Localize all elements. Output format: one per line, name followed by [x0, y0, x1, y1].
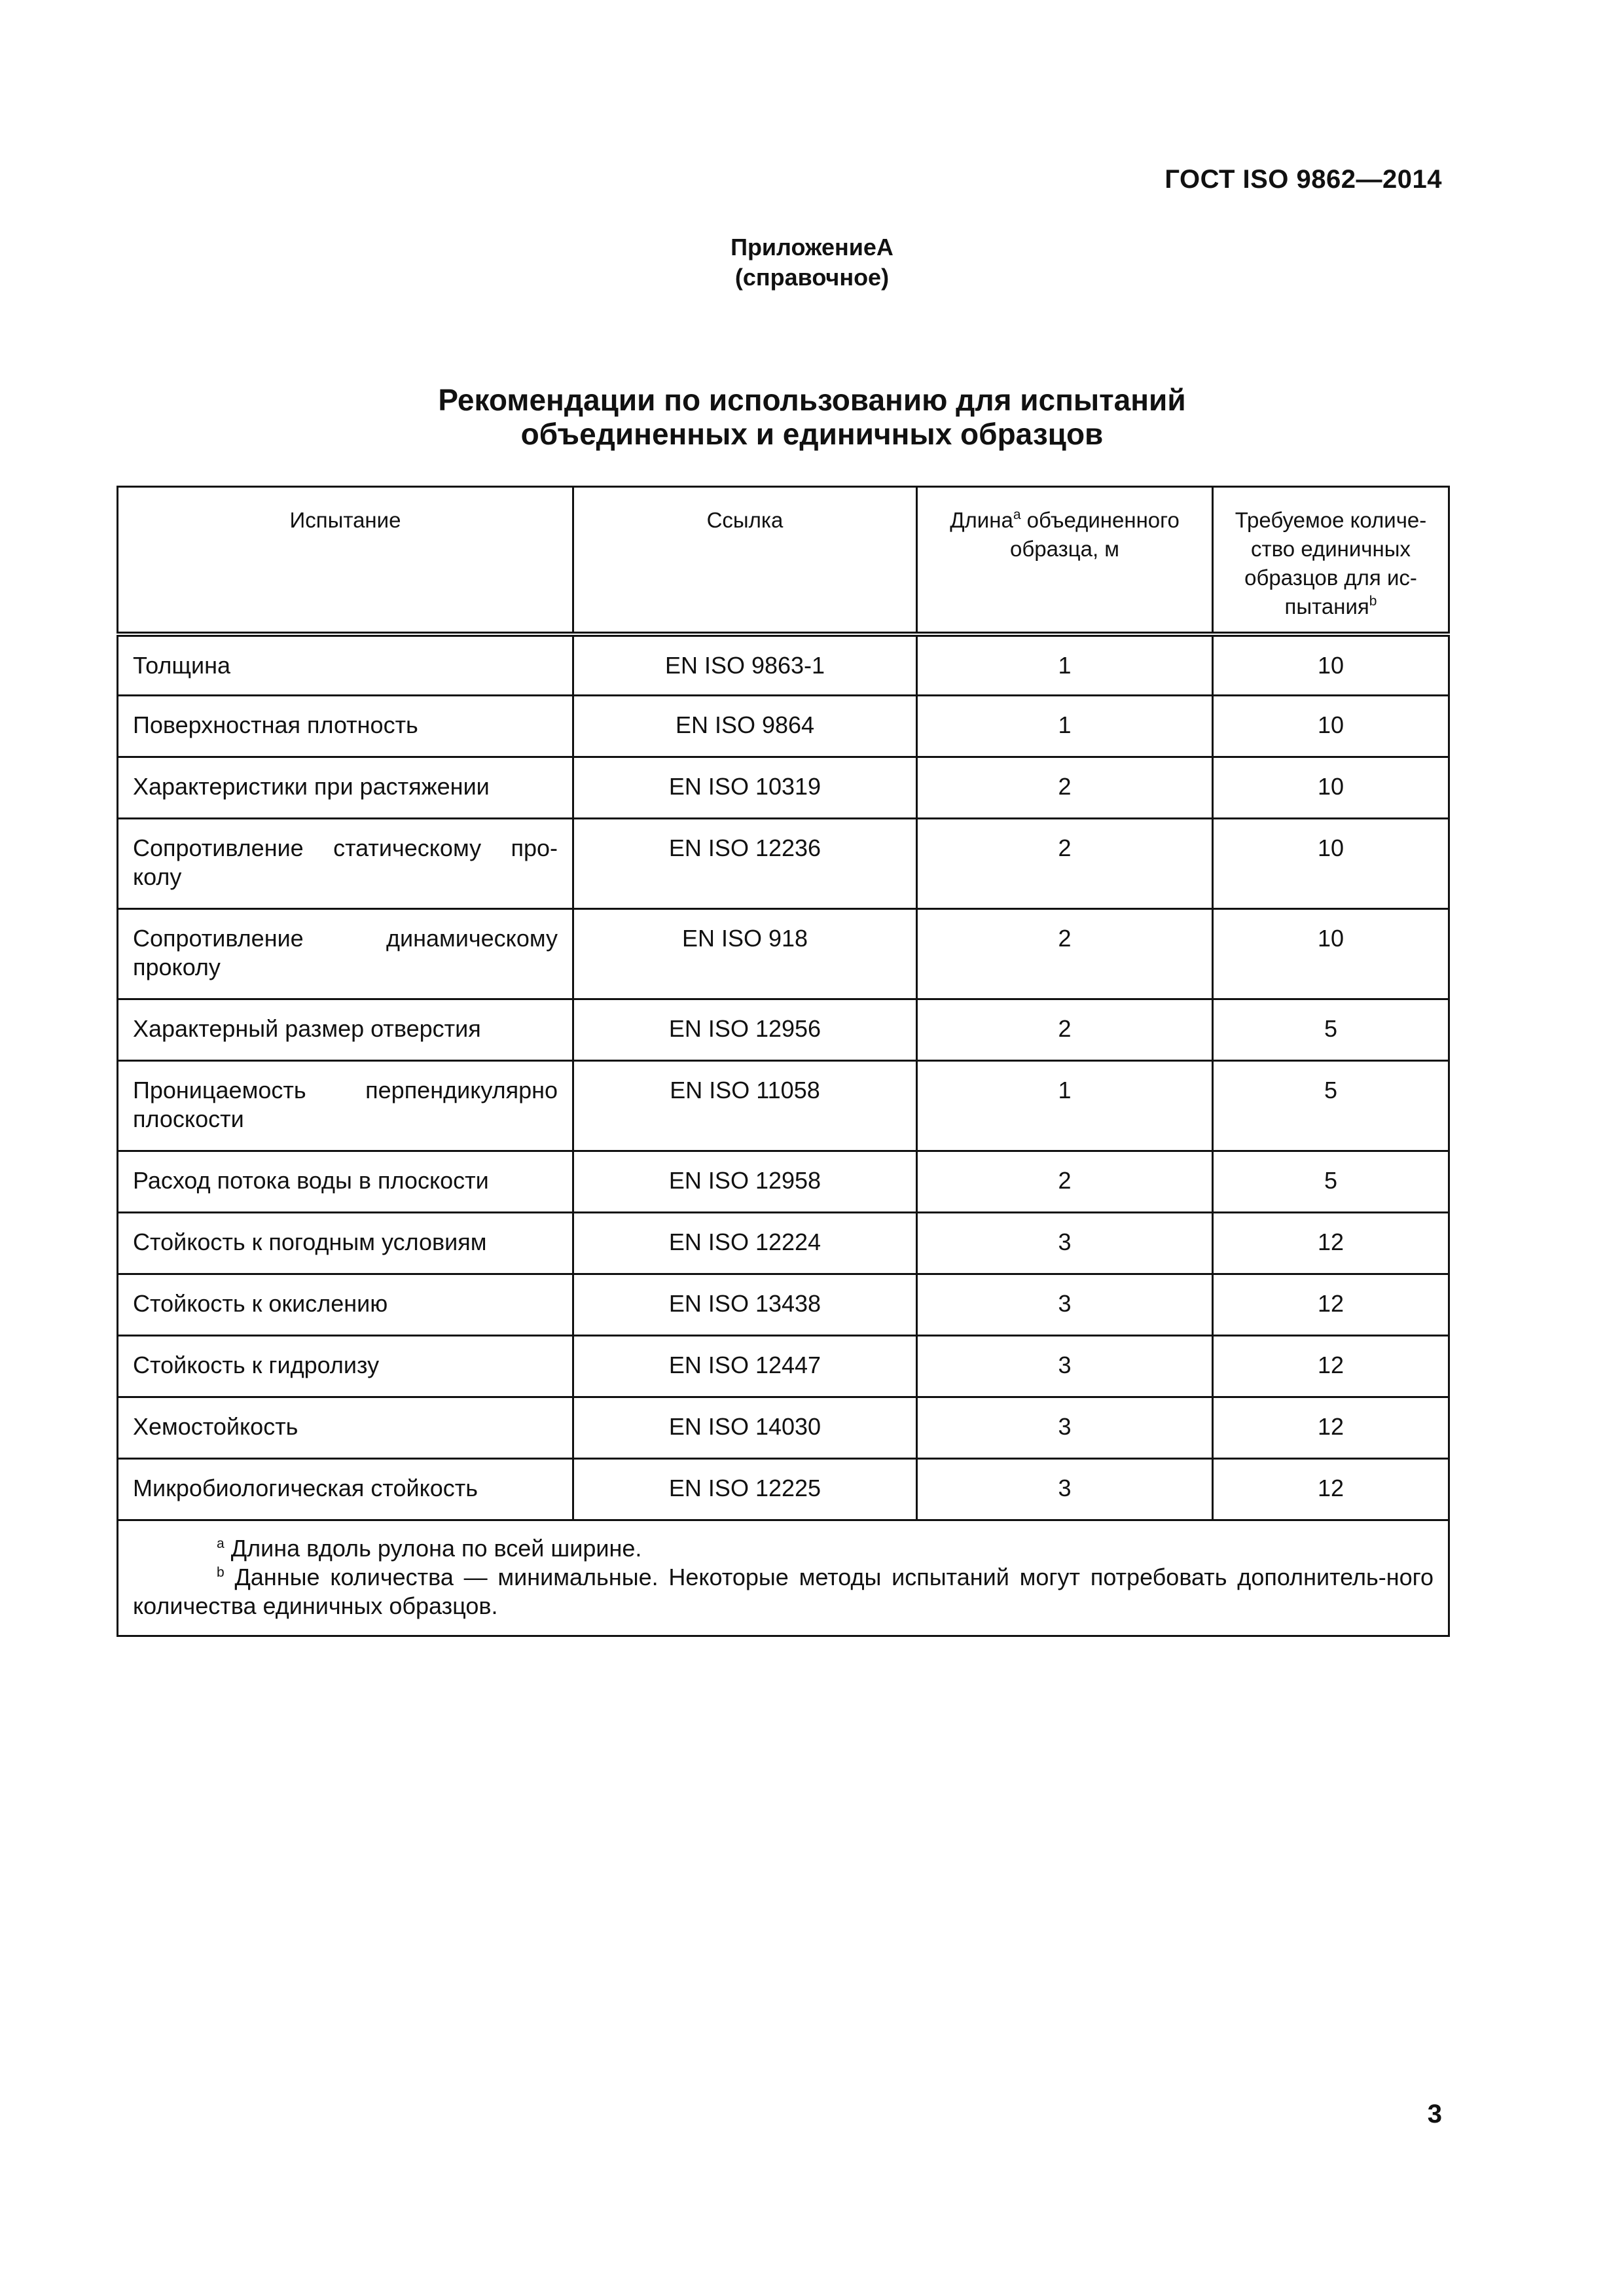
column-header-count [1213, 487, 1449, 634]
table-row [118, 634, 1449, 696]
cell-count: 10 [1213, 909, 1449, 999]
cell-count: 12 [1213, 1336, 1449, 1397]
table-row [118, 757, 1449, 819]
cell-length: 1 [917, 696, 1213, 757]
cell-reference: EN ISO 12956 [573, 999, 917, 1061]
appendix-heading [0, 232, 1624, 293]
cell-test: Проницаемость перпендикулярно плоскости [118, 1061, 573, 1151]
cell-length: 1 [917, 634, 1213, 696]
recommendations-table [117, 486, 1450, 1637]
cell-count: 10 [1213, 819, 1449, 909]
cell-reference: EN ISO 12958 [573, 1151, 917, 1213]
table-row [118, 1336, 1449, 1397]
cell-reference: EN ISO 12224 [573, 1213, 917, 1274]
cell-length: 3 [917, 1397, 1213, 1459]
cell-length: 2 [917, 909, 1213, 999]
column-header-reference: Ссылка [573, 487, 917, 634]
cell-length: 3 [917, 1459, 1213, 1520]
cell-count: 12 [1213, 1459, 1449, 1520]
table-row [118, 696, 1449, 757]
cell-test: Расход потока воды в плоскости [118, 1151, 573, 1213]
cell-reference: EN ISO 9863-1 [573, 634, 917, 696]
cell-test: Характеристики при растяжении [118, 757, 573, 819]
footnote-a-marker: a [1013, 507, 1021, 522]
cell-count: 10 [1213, 757, 1449, 819]
cell-test: Стойкость к гидролизу [118, 1336, 573, 1397]
title-line-2: объединенных и единичных образцов [520, 417, 1104, 451]
table-row [118, 1397, 1449, 1459]
title-line-1: Рекомендации по использованию для испытаний [438, 383, 1186, 417]
cell-test: Поверхностная плотность [118, 696, 573, 757]
footnote-a: $^a$ Длина вдоль рулона по всей ширине. [217, 1535, 642, 1562]
cell-test: Сопротивление динамическому проколу [118, 909, 573, 999]
table-row [118, 909, 1449, 999]
cell-reference: EN ISO 12236 [573, 819, 917, 909]
cell-length: 2 [917, 1151, 1213, 1213]
cell-reference: EN ISO 918 [573, 909, 917, 999]
cell-length: 2 [917, 999, 1213, 1061]
cell-reference: EN ISO 14030 [573, 1397, 917, 1459]
table-row [118, 1459, 1449, 1520]
table-row [118, 1061, 1449, 1151]
cell-count: 5 [1213, 1151, 1449, 1213]
cell-test: Сопротивление статическому про-колу [118, 819, 573, 909]
table-row [118, 1274, 1449, 1336]
table-row [118, 1151, 1449, 1213]
cell-reference: EN ISO 13438 [573, 1274, 917, 1336]
cell-test: Характерный размер отверстия [118, 999, 573, 1061]
cell-length: 1 [917, 1061, 1213, 1151]
cell-count: 5 [1213, 1061, 1449, 1151]
length-header-text-cont: объединенного образца, м [1010, 508, 1180, 561]
table-row [118, 819, 1449, 909]
cell-count: 5 [1213, 999, 1449, 1061]
cell-reference: EN ISO 9864 [573, 696, 917, 757]
cell-length: 3 [917, 1336, 1213, 1397]
cell-count: 12 [1213, 1274, 1449, 1336]
footnote-b-marker: b [1369, 594, 1377, 609]
cell-count: 10 [1213, 696, 1449, 757]
table-notes [118, 1520, 1449, 1636]
count-header-text: Требуемое количе-ство единичных образцов для ис-пытания [1235, 508, 1427, 619]
document-code: ГОСТ ISO 9862—2014 [1164, 165, 1442, 194]
cell-test: Хемостойкость [118, 1397, 573, 1459]
column-header-length [917, 487, 1213, 634]
cell-length: 2 [917, 757, 1213, 819]
cell-test: Микробиологическая стойкость [118, 1459, 573, 1520]
cell-count: 12 [1213, 1213, 1449, 1274]
column-header-test: Испытание [118, 487, 573, 634]
cell-count: 10 [1213, 634, 1449, 696]
table-row [118, 1213, 1449, 1274]
cell-length: 2 [917, 819, 1213, 909]
cell-reference: EN ISO 12447 [573, 1336, 917, 1397]
cell-test: Стойкость к окислению [118, 1274, 573, 1336]
table-notes-row [118, 1520, 1449, 1636]
footnote-b: $^b$ Данные количества — минимальные. Некоторые методы испытаний могут потребовать дополнитель-ного количества единичных образцов. [133, 1564, 1434, 1619]
table-header-row [118, 487, 1449, 634]
length-header-text: Длина [950, 508, 1013, 532]
cell-reference: EN ISO 11058 [573, 1061, 917, 1151]
cell-test: Толщина [118, 634, 573, 696]
cell-reference: EN ISO 10319 [573, 757, 917, 819]
appendix-label: ПриложениеА [731, 234, 893, 260]
cell-test: Стойкость к погодным условиям [118, 1213, 573, 1274]
cell-count: 12 [1213, 1397, 1449, 1459]
table-title [0, 383, 1624, 451]
cell-reference: EN ISO 12225 [573, 1459, 917, 1520]
appendix-type: (справочное) [734, 264, 890, 291]
cell-length: 3 [917, 1274, 1213, 1336]
table-row [118, 999, 1449, 1061]
cell-length: 3 [917, 1213, 1213, 1274]
page-number: 3 [1427, 2100, 1442, 2128]
